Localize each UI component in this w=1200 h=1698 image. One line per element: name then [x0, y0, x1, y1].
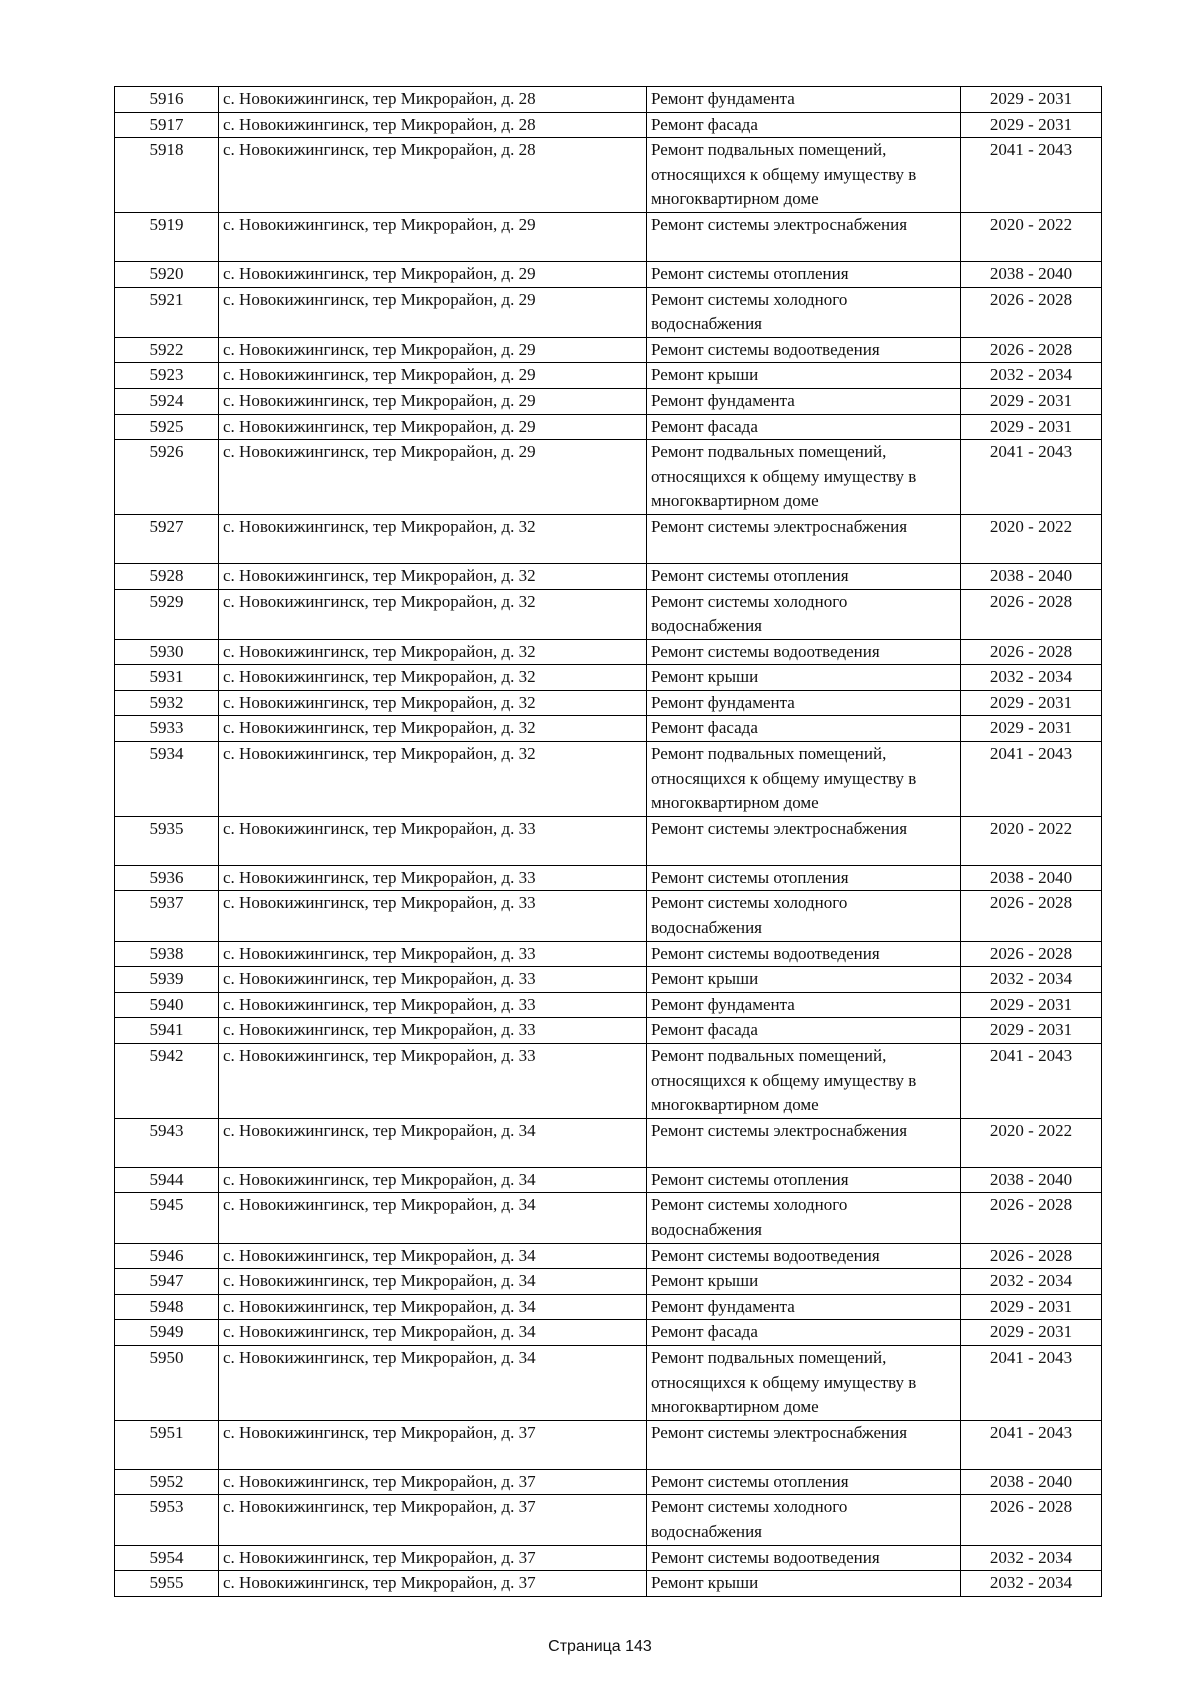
table-row — [115, 690, 1102, 716]
row-address: с. Новокижингинск, тер Микрорайон, д. 29 — [219, 337, 647, 363]
row-address: с. Новокижингинск, тер Микрорайон, д. 34 — [219, 1167, 647, 1193]
row-period: 2029 - 2031 — [961, 690, 1102, 716]
row-number: 5923 — [115, 363, 219, 389]
row-period: 2041 - 2043 — [961, 1420, 1102, 1469]
row-number: 5946 — [115, 1243, 219, 1269]
row-number: 5945 — [115, 1193, 219, 1243]
row-address: с. Новокижингинск, тер Микрорайон, д. 28 — [219, 112, 647, 138]
row-period: 2038 - 2040 — [961, 1167, 1102, 1193]
row-work-type: Ремонт подвальных помещений, относящихся к общему имуществу в многоквартирном доме — [647, 1345, 961, 1420]
table-row — [115, 1294, 1102, 1320]
table-row — [115, 967, 1102, 993]
row-period: 2041 - 2043 — [961, 1345, 1102, 1420]
row-period: 2038 - 2040 — [961, 261, 1102, 287]
table-row — [115, 112, 1102, 138]
row-address: с. Новокижингинск, тер Микрорайон, д. 33 — [219, 967, 647, 993]
row-number: 5921 — [115, 287, 219, 337]
row-period: 2029 - 2031 — [961, 1018, 1102, 1044]
row-number: 5931 — [115, 665, 219, 691]
row-number: 5952 — [115, 1469, 219, 1495]
row-number: 5949 — [115, 1320, 219, 1346]
row-address: с. Новокижингинск, тер Микрорайон, д. 33 — [219, 891, 647, 941]
row-work-type: Ремонт системы холодного водоснабжения — [647, 891, 961, 941]
row-work-type: Ремонт системы водоотведения — [647, 639, 961, 665]
row-address: с. Новокижингинск, тер Микрорайон, д. 29 — [219, 440, 647, 515]
table-row — [115, 363, 1102, 389]
row-work-type: Ремонт фундамента — [647, 690, 961, 716]
table-row — [115, 865, 1102, 891]
row-address: с. Новокижингинск, тер Микрорайон, д. 32 — [219, 716, 647, 742]
row-work-type: Ремонт системы электроснабжения — [647, 1118, 961, 1167]
row-number: 5938 — [115, 941, 219, 967]
table-row — [115, 1243, 1102, 1269]
row-work-type: Ремонт фундамента — [647, 87, 961, 113]
row-work-type: Ремонт фасада — [647, 414, 961, 440]
row-address: с. Новокижингинск, тер Микрорайон, д. 29 — [219, 414, 647, 440]
row-work-type: Ремонт системы отопления — [647, 261, 961, 287]
table-row — [115, 1167, 1102, 1193]
row-period: 2038 - 2040 — [961, 1469, 1102, 1495]
table-row — [115, 1545, 1102, 1571]
table-row — [115, 816, 1102, 865]
row-number: 5927 — [115, 514, 219, 563]
row-number: 5919 — [115, 212, 219, 261]
row-period: 2032 - 2034 — [961, 665, 1102, 691]
row-address: с. Новокижингинск, тер Микрорайон, д. 37 — [219, 1420, 647, 1469]
row-address: с. Новокижингинск, тер Микрорайон, д. 37 — [219, 1469, 647, 1495]
row-period: 2029 - 2031 — [961, 87, 1102, 113]
row-period: 2029 - 2031 — [961, 112, 1102, 138]
row-number: 5948 — [115, 1294, 219, 1320]
row-period: 2026 - 2028 — [961, 337, 1102, 363]
row-number: 5925 — [115, 414, 219, 440]
row-number: 5951 — [115, 1420, 219, 1469]
row-work-type: Ремонт системы отопления — [647, 865, 961, 891]
row-number: 5928 — [115, 563, 219, 589]
row-period: 2041 - 2043 — [961, 138, 1102, 213]
row-work-type: Ремонт системы электроснабжения — [647, 514, 961, 563]
row-work-type: Ремонт крыши — [647, 363, 961, 389]
row-address: с. Новокижингинск, тер Микрорайон, д. 33 — [219, 941, 647, 967]
row-number: 5935 — [115, 816, 219, 865]
row-work-type: Ремонт системы отопления — [647, 1167, 961, 1193]
row-number: 5955 — [115, 1571, 219, 1597]
row-work-type: Ремонт подвальных помещений, относящихся к общему имуществу в многоквартирном доме — [647, 1044, 961, 1119]
row-address: с. Новокижингинск, тер Микрорайон, д. 33 — [219, 865, 647, 891]
table-row — [115, 891, 1102, 941]
table-row — [115, 212, 1102, 261]
row-address: с. Новокижингинск, тер Микрорайон, д. 29 — [219, 212, 647, 261]
table-row — [115, 287, 1102, 337]
row-address: с. Новокижингинск, тер Микрорайон, д. 34 — [219, 1193, 647, 1243]
row-address: с. Новокижингинск, тер Микрорайон, д. 32 — [219, 514, 647, 563]
row-address: с. Новокижингинск, тер Микрорайон, д. 34 — [219, 1118, 647, 1167]
row-number: 5942 — [115, 1044, 219, 1119]
row-address: с. Новокижингинск, тер Микрорайон, д. 32 — [219, 589, 647, 639]
row-work-type: Ремонт подвальных помещений, относящихся к общему имуществу в многоквартирном доме — [647, 138, 961, 213]
table-row — [115, 1495, 1102, 1545]
row-period: 2029 - 2031 — [961, 716, 1102, 742]
row-work-type: Ремонт системы отопления — [647, 563, 961, 589]
row-number: 5933 — [115, 716, 219, 742]
table-row — [115, 388, 1102, 414]
row-number: 5917 — [115, 112, 219, 138]
row-address: с. Новокижингинск, тер Микрорайон, д. 32 — [219, 742, 647, 817]
table-row — [115, 1018, 1102, 1044]
row-work-type: Ремонт крыши — [647, 967, 961, 993]
row-address: с. Новокижингинск, тер Микрорайон, д. 29 — [219, 388, 647, 414]
row-address: с. Новокижингинск, тер Микрорайон, д. 28 — [219, 138, 647, 213]
row-number: 5944 — [115, 1167, 219, 1193]
row-period: 2029 - 2031 — [961, 1294, 1102, 1320]
table-row — [115, 1469, 1102, 1495]
table-row — [115, 563, 1102, 589]
row-period: 2041 - 2043 — [961, 742, 1102, 817]
page-number: Страница 143 — [548, 1638, 652, 1655]
row-address: с. Новокижингинск, тер Микрорайон, д. 37 — [219, 1495, 647, 1545]
row-work-type: Ремонт системы холодного водоснабжения — [647, 589, 961, 639]
row-number: 5934 — [115, 742, 219, 817]
row-address: с. Новокижингинск, тер Микрорайон, д. 37 — [219, 1571, 647, 1597]
table-row — [115, 440, 1102, 515]
row-number: 5953 — [115, 1495, 219, 1545]
row-work-type: Ремонт фундамента — [647, 388, 961, 414]
table-row — [115, 1571, 1102, 1597]
table-row — [115, 665, 1102, 691]
row-period: 2026 - 2028 — [961, 1495, 1102, 1545]
row-work-type: Ремонт системы электроснабжения — [647, 816, 961, 865]
row-period: 2038 - 2040 — [961, 563, 1102, 589]
row-period: 2026 - 2028 — [961, 1243, 1102, 1269]
row-number: 5922 — [115, 337, 219, 363]
row-work-type: Ремонт системы холодного водоснабжения — [647, 1193, 961, 1243]
table-row — [115, 716, 1102, 742]
row-work-type: Ремонт системы холодного водоснабжения — [647, 287, 961, 337]
row-period: 2020 - 2022 — [961, 1118, 1102, 1167]
table-row — [115, 87, 1102, 113]
table-row — [115, 941, 1102, 967]
row-period: 2026 - 2028 — [961, 639, 1102, 665]
row-period: 2032 - 2034 — [961, 967, 1102, 993]
row-work-type: Ремонт системы отопления — [647, 1469, 961, 1495]
row-work-type: Ремонт фасада — [647, 1320, 961, 1346]
row-period: 2020 - 2022 — [961, 212, 1102, 261]
works-table-body — [115, 87, 1102, 1597]
row-period: 2029 - 2031 — [961, 388, 1102, 414]
row-work-type: Ремонт крыши — [647, 1571, 961, 1597]
row-number: 5941 — [115, 1018, 219, 1044]
row-number: 5926 — [115, 440, 219, 515]
row-work-type: Ремонт системы электроснабжения — [647, 212, 961, 261]
row-number: 5939 — [115, 967, 219, 993]
row-work-type: Ремонт крыши — [647, 1269, 961, 1295]
row-period: 2026 - 2028 — [961, 1193, 1102, 1243]
row-period: 2041 - 2043 — [961, 440, 1102, 515]
row-number: 5918 — [115, 138, 219, 213]
row-number: 5932 — [115, 690, 219, 716]
table-row — [115, 992, 1102, 1018]
table-row — [115, 742, 1102, 817]
table-row — [115, 1193, 1102, 1243]
row-period: 2038 - 2040 — [961, 865, 1102, 891]
row-number: 5937 — [115, 891, 219, 941]
row-period: 2020 - 2022 — [961, 514, 1102, 563]
row-number: 5950 — [115, 1345, 219, 1420]
row-address: с. Новокижингинск, тер Микрорайон, д. 33 — [219, 816, 647, 865]
row-address: с. Новокижингинск, тер Микрорайон, д. 33 — [219, 1018, 647, 1044]
table-row — [115, 337, 1102, 363]
row-address: с. Новокижингинск, тер Микрорайон, д. 34 — [219, 1294, 647, 1320]
row-work-type: Ремонт фундамента — [647, 1294, 961, 1320]
row-address: с. Новокижингинск, тер Микрорайон, д. 34 — [219, 1320, 647, 1346]
row-period: 2041 - 2043 — [961, 1044, 1102, 1119]
row-address: с. Новокижингинск, тер Микрорайон, д. 32 — [219, 563, 647, 589]
row-address: с. Новокижингинск, тер Микрорайон, д. 33 — [219, 1044, 647, 1119]
row-address: с. Новокижингинск, тер Микрорайон, д. 33 — [219, 992, 647, 1018]
row-number: 5940 — [115, 992, 219, 1018]
row-address: с. Новокижингинск, тер Микрорайон, д. 34 — [219, 1269, 647, 1295]
table-row — [115, 589, 1102, 639]
row-work-type: Ремонт фундамента — [647, 992, 961, 1018]
row-period: 2029 - 2031 — [961, 414, 1102, 440]
row-work-type: Ремонт фасада — [647, 716, 961, 742]
table-row — [115, 639, 1102, 665]
row-work-type: Ремонт системы водоотведения — [647, 1545, 961, 1571]
table-row — [115, 514, 1102, 563]
row-address: с. Новокижингинск, тер Микрорайон, д. 29 — [219, 363, 647, 389]
row-number: 5930 — [115, 639, 219, 665]
row-work-type: Ремонт крыши — [647, 665, 961, 691]
row-address: с. Новокижингинск, тер Микрорайон, д. 29 — [219, 287, 647, 337]
row-number: 5943 — [115, 1118, 219, 1167]
table-row — [115, 1269, 1102, 1295]
row-period: 2029 - 2031 — [961, 992, 1102, 1018]
table-row — [115, 1044, 1102, 1119]
row-number: 5929 — [115, 589, 219, 639]
row-address: с. Новокижингинск, тер Микрорайон, д. 28 — [219, 87, 647, 113]
row-address: с. Новокижингинск, тер Микрорайон, д. 34 — [219, 1345, 647, 1420]
table-row — [115, 1320, 1102, 1346]
row-work-type: Ремонт фасада — [647, 1018, 961, 1044]
row-period: 2026 - 2028 — [961, 287, 1102, 337]
row-address: с. Новокижингинск, тер Микрорайон, д. 34 — [219, 1243, 647, 1269]
row-address: с. Новокижингинск, тер Микрорайон, д. 32 — [219, 639, 647, 665]
row-period: 2026 - 2028 — [961, 589, 1102, 639]
row-number: 5920 — [115, 261, 219, 287]
row-address: с. Новокижингинск, тер Микрорайон, д. 32 — [219, 690, 647, 716]
row-address: с. Новокижингинск, тер Микрорайон, д. 32 — [219, 665, 647, 691]
row-period: 2032 - 2034 — [961, 1571, 1102, 1597]
table-row — [115, 138, 1102, 213]
row-number: 5954 — [115, 1545, 219, 1571]
row-work-type: Ремонт фасада — [647, 112, 961, 138]
row-work-type: Ремонт системы водоотведения — [647, 337, 961, 363]
row-address: с. Новокижингинск, тер Микрорайон, д. 37 — [219, 1545, 647, 1571]
works-table — [114, 86, 1102, 1597]
row-period: 2020 - 2022 — [961, 816, 1102, 865]
row-number: 5924 — [115, 388, 219, 414]
row-address: с. Новокижингинск, тер Микрорайон, д. 29 — [219, 261, 647, 287]
row-number: 5947 — [115, 1269, 219, 1295]
row-period: 2032 - 2034 — [961, 363, 1102, 389]
row-period: 2032 - 2034 — [961, 1269, 1102, 1295]
row-number: 5916 — [115, 87, 219, 113]
row-period: 2026 - 2028 — [961, 891, 1102, 941]
row-work-type: Ремонт подвальных помещений, относящихся к общему имуществу в многоквартирном доме — [647, 440, 961, 515]
table-row — [115, 261, 1102, 287]
row-period: 2029 - 2031 — [961, 1320, 1102, 1346]
row-work-type: Ремонт системы водоотведения — [647, 1243, 961, 1269]
row-period: 2026 - 2028 — [961, 941, 1102, 967]
table-row — [115, 414, 1102, 440]
row-work-type: Ремонт подвальных помещений, относящихся к общему имуществу в многоквартирном доме — [647, 742, 961, 817]
table-row — [115, 1420, 1102, 1469]
row-period: 2032 - 2034 — [961, 1545, 1102, 1571]
table-row — [115, 1118, 1102, 1167]
row-work-type: Ремонт системы водоотведения — [647, 941, 961, 967]
row-work-type: Ремонт системы холодного водоснабжения — [647, 1495, 961, 1545]
row-number: 5936 — [115, 865, 219, 891]
table-row — [115, 1345, 1102, 1420]
row-work-type: Ремонт системы электроснабжения — [647, 1420, 961, 1469]
